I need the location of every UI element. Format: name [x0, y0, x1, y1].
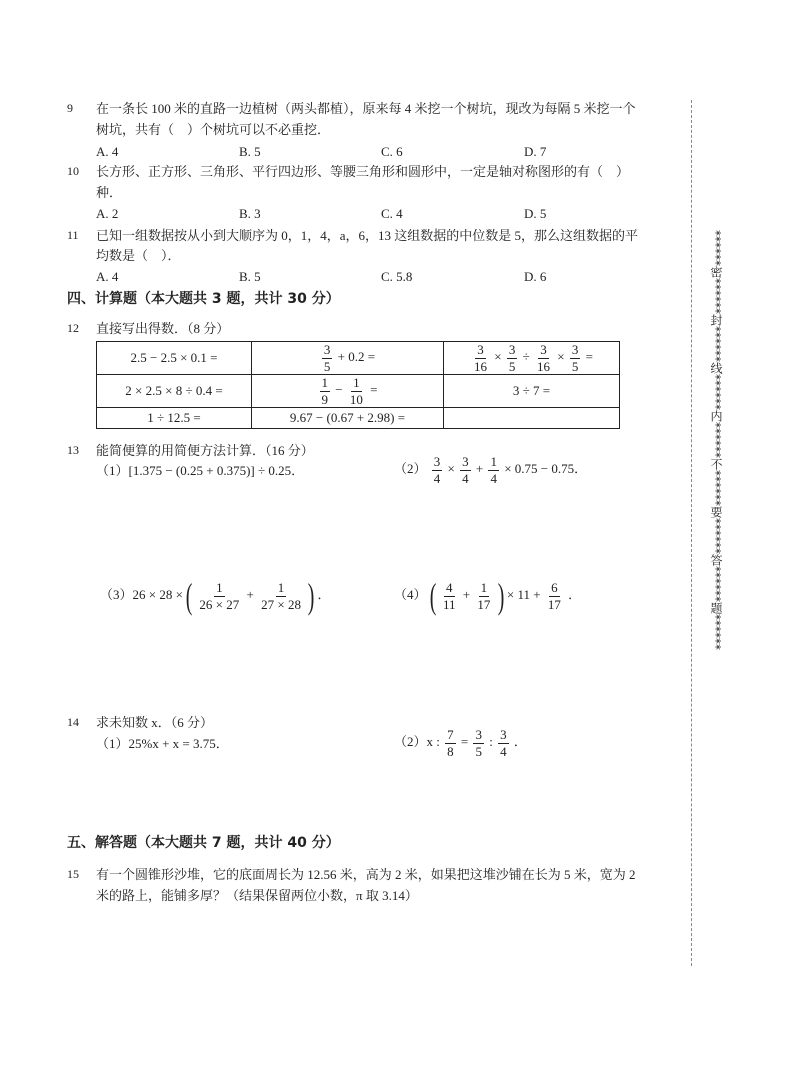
- question-number: 9: [67, 101, 73, 115]
- question-text: 长方形、正方形、三角形、平行四边形、等腰三角形和圆形中，一定是轴对称图形的有（ ）: [96, 164, 630, 179]
- option-d: D. 5: [524, 206, 547, 221]
- sub-question-1: （1）25%x + x = 3.75．: [96, 736, 229, 751]
- option-d: D. 6: [524, 269, 547, 284]
- section-heading: 五、解答题（本大题共 7 题，共计 40 分）: [67, 835, 340, 851]
- option-a: A. 4: [96, 144, 119, 159]
- sub-question-3: （3）26 × 28 × ( $\frac{1}{26 \times 27}$ + $\frac{1}{27 \times 28}$ ) ．: [100, 576, 331, 616]
- option-c: C. 4: [381, 206, 403, 221]
- option-d: D. 7: [524, 144, 547, 159]
- option-a: A. 4: [96, 269, 119, 284]
- question-text: 树坑，共有（ ）个树坑可以不必重挖．: [96, 122, 331, 137]
- question-text: 均数是（ ）．: [96, 248, 181, 263]
- option-a: A. 2: [96, 206, 119, 221]
- table-cell: $\frac{3}{16}$ × $\frac{3}{5}$ ÷ $\frac{3}{16}$ × $\frac{3}{5}$ =: [444, 342, 620, 375]
- question-text: 在一条长 100 米的直路一边植树（两头都植），原来每 4 米挖一个树坑，现改为每隔 5 米挖一个: [96, 101, 636, 116]
- question-number: 13: [67, 443, 79, 457]
- option-c: C. 6: [381, 144, 403, 159]
- question-number: 10: [67, 164, 79, 178]
- question-title: 直接写出得数．（8 分）: [96, 321, 230, 336]
- option-b: B. 5: [239, 269, 261, 284]
- table-cell: 3 ÷ 7 =: [444, 375, 620, 408]
- table-cell: $\frac{1}{9}$ − $\frac{1}{10}$ =: [252, 375, 444, 408]
- question-number: 12: [67, 321, 79, 335]
- binding-line: [691, 100, 692, 966]
- table-cell: $\frac{3}{5}$ + 0.2 =: [252, 342, 444, 375]
- question-text: 已知一组数据按从小到大顺序为 0，1，4，a，6，13 这组数据的中位数是 5，那么这组数据的平: [96, 228, 639, 243]
- sub-question-4: （4） ( $\frac{4}{11}$ + $\frac{1}{17}$ ) × 11 + $\frac{6}{17}$ ．: [394, 576, 582, 616]
- question-text: 有一个圆锥形沙堆，它的底面周长为 12.56 米，高为 2 米，如果把这堆沙铺在长为 5 米，宽为 2: [96, 867, 636, 882]
- question-text: 米的路上，能铺多厚？（结果保留两位小数，π 取 3.14）: [96, 888, 418, 903]
- calculation-table: [96, 341, 620, 429]
- table-cell: 9.67 − (0.67 + 2.98) =: [252, 408, 444, 429]
- sub-question-1: （1）[1.375 − (0.25 + 0.375)] ÷ 0.25．: [96, 463, 305, 478]
- question-number: 15: [67, 867, 79, 881]
- table-cell: 2 × 2.5 × 8 ÷ 0.4 =: [97, 375, 252, 408]
- question-title: 能简便算的用简便方法计算．（16 分）: [96, 443, 314, 458]
- question-title: 求未知数 x．（6 分）: [96, 715, 214, 730]
- option-c: C. 5.8: [381, 269, 413, 284]
- margin-notice: ******密******封******线******内******不******要******答******题******: [709, 230, 723, 650]
- question-number: 14: [67, 715, 79, 729]
- sub-question-2: （2） $\frac{3}{4}$ × $\frac{3}{4}$ + $\frac{1}{4}$ × 0.75 − 0.75．: [394, 454, 588, 486]
- section-heading: 四、计算题（本大题共 3 题，共计 30 分）: [67, 291, 340, 307]
- sub-question-2: （2）x : $\frac{7}{8}$ = $\frac{3}{5}$ : $\frac{3}{4}$ ．: [394, 727, 527, 759]
- question-number: 11: [67, 228, 79, 242]
- option-b: B. 3: [239, 206, 261, 221]
- option-b: B. 5: [239, 144, 261, 159]
- table-cell: 1 ÷ 12.5 =: [97, 408, 252, 429]
- question-text: 种．: [96, 185, 123, 200]
- table-cell: 2.5 − 2.5 × 0.1 =: [97, 342, 252, 375]
- table-cell: [444, 408, 620, 429]
